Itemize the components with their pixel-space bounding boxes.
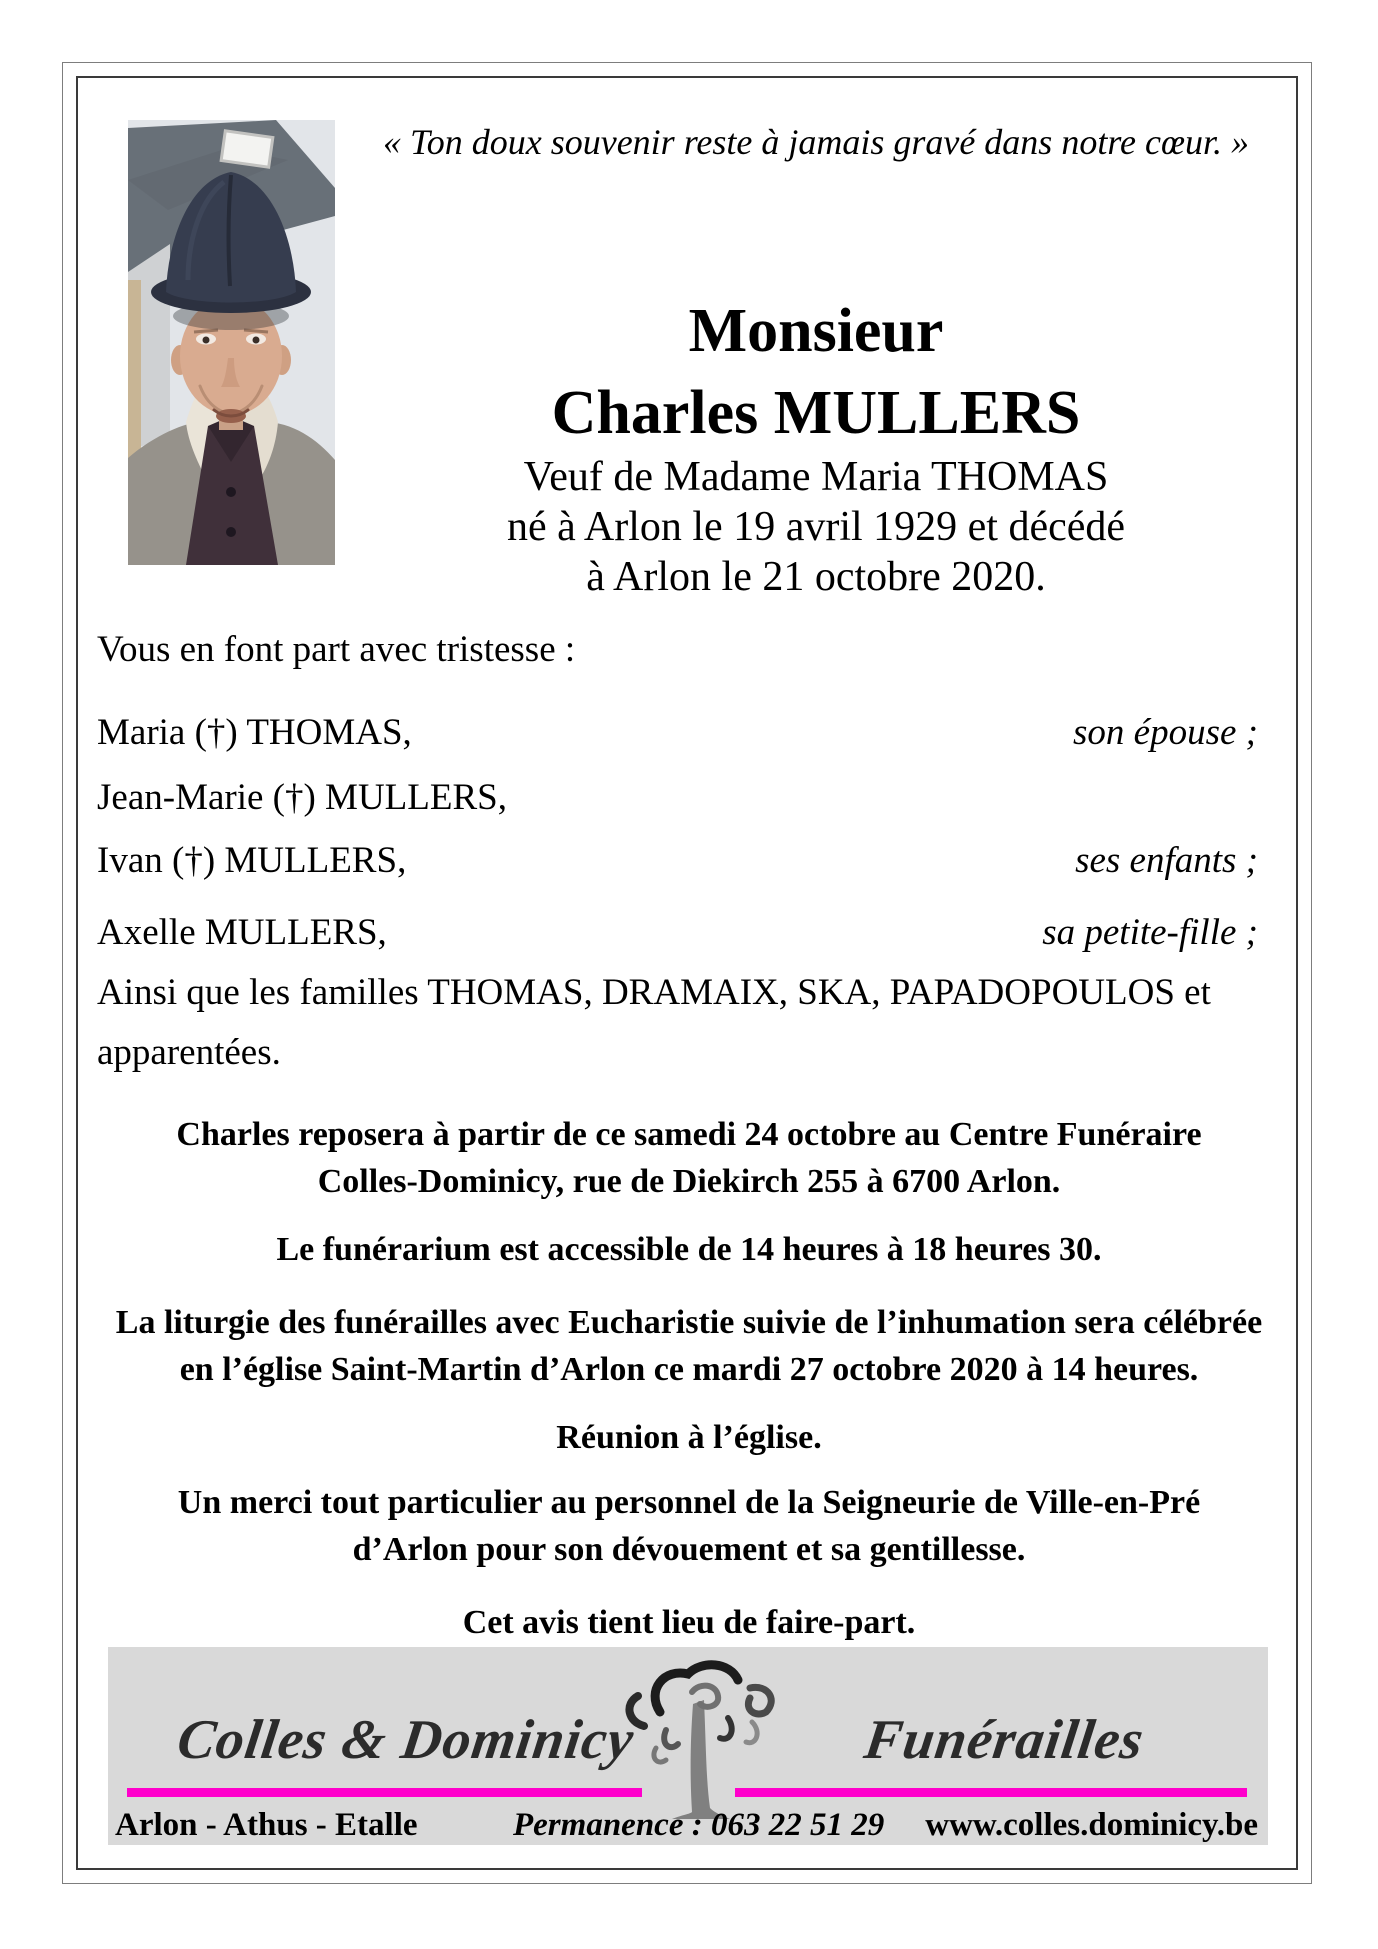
family-member-relation: son épouse ; [1073, 712, 1258, 753]
family-row [97, 775, 1258, 821]
notice-repose [78, 1111, 1300, 1205]
funeral-home-name-right: Funérailles [860, 1709, 1148, 1771]
notice-liturgy [78, 1299, 1300, 1393]
footer-website: www.colles.dominicy.be [925, 1807, 1258, 1843]
announcement-intro: Vous en font part avec tristesse : [97, 629, 576, 670]
related-families-line: apparentées. [97, 1032, 281, 1073]
footer-locations: Arlon - Athus - Etalle [115, 1807, 418, 1843]
footer-permanence-phone: Permanence : 063 22 51 29 [513, 1807, 885, 1843]
notice-line: La liturgie des funérailles avec Eucharistie suivie de l’inhumation sera célébrée [115, 1304, 1263, 1341]
notice-meeting [78, 1414, 1300, 1461]
widower-line: Veuf de Madame Maria THOMAS [523, 454, 1109, 500]
family-member-name: Ivan (†) MULLERS, [97, 840, 407, 881]
deceased-name: Charles MULLERS [551, 379, 1081, 447]
notice-funerarium-hours [78, 1226, 1300, 1273]
deceased-title-block [335, 290, 1297, 454]
notice-line: Réunion à l’église. [556, 1419, 822, 1456]
family-member-relation: sa petite-fille ; [1042, 912, 1258, 953]
birth-line: né à Arlon le 19 avril 1929 et décédé [506, 504, 1126, 550]
family-member-relation: ses enfants ; [1075, 840, 1258, 881]
notice-line: d’Arlon pour son dévouement et sa gentillesse. [352, 1531, 1026, 1568]
notice-line: Colles-Dominicy, rue de Diekirch 255 à 6700 Arlon. [317, 1163, 1061, 1200]
family-row [97, 710, 1258, 756]
notice-line: Charles reposera à partir de ce samedi 24 octobre au Centre Funéraire [176, 1116, 1202, 1153]
notice-line: Un merci tout particulier au personnel de la Seigneurie de Ville-en-Pré [177, 1484, 1201, 1521]
family-member-name: Jean-Marie (†) MULLERS, [97, 777, 507, 818]
portrait-photo [128, 120, 335, 565]
notice-faire-part [78, 1599, 1300, 1646]
memorial-quote: « Ton doux souvenir reste à jamais gravé dans notre cœur. » [383, 122, 1249, 162]
notice-thanks [78, 1479, 1300, 1573]
death-line: à Arlon le 21 octobre 2020. [586, 554, 1046, 600]
funeral-home-name-left: Colles & Dominicy [173, 1709, 639, 1771]
title-civility: Monsieur [688, 297, 944, 365]
notice-line: Cet avis tient lieu de faire-part. [462, 1604, 916, 1641]
family-row [97, 838, 1258, 884]
accent-line-left [127, 1788, 642, 1797]
funeral-home-banner [108, 1647, 1268, 1845]
deceased-subtitle-block [335, 452, 1297, 602]
notice-line: en l’église Saint-Martin d’Arlon ce mardi 27 octobre 2020 à 14 heures. [179, 1351, 1199, 1388]
family-row [97, 910, 1258, 956]
accent-line-right [735, 1788, 1247, 1797]
related-families-line: Ainsi que les familles THOMAS, DRAMAIX, SKA, PAPADOPOULOS et [97, 972, 1211, 1013]
notice-line: Le funérarium est accessible de 14 heures à 18 heures 30. [276, 1231, 1102, 1268]
family-member-name: Maria (†) THOMAS, [97, 712, 412, 753]
family-member-name: Axelle MULLERS, [97, 912, 387, 953]
